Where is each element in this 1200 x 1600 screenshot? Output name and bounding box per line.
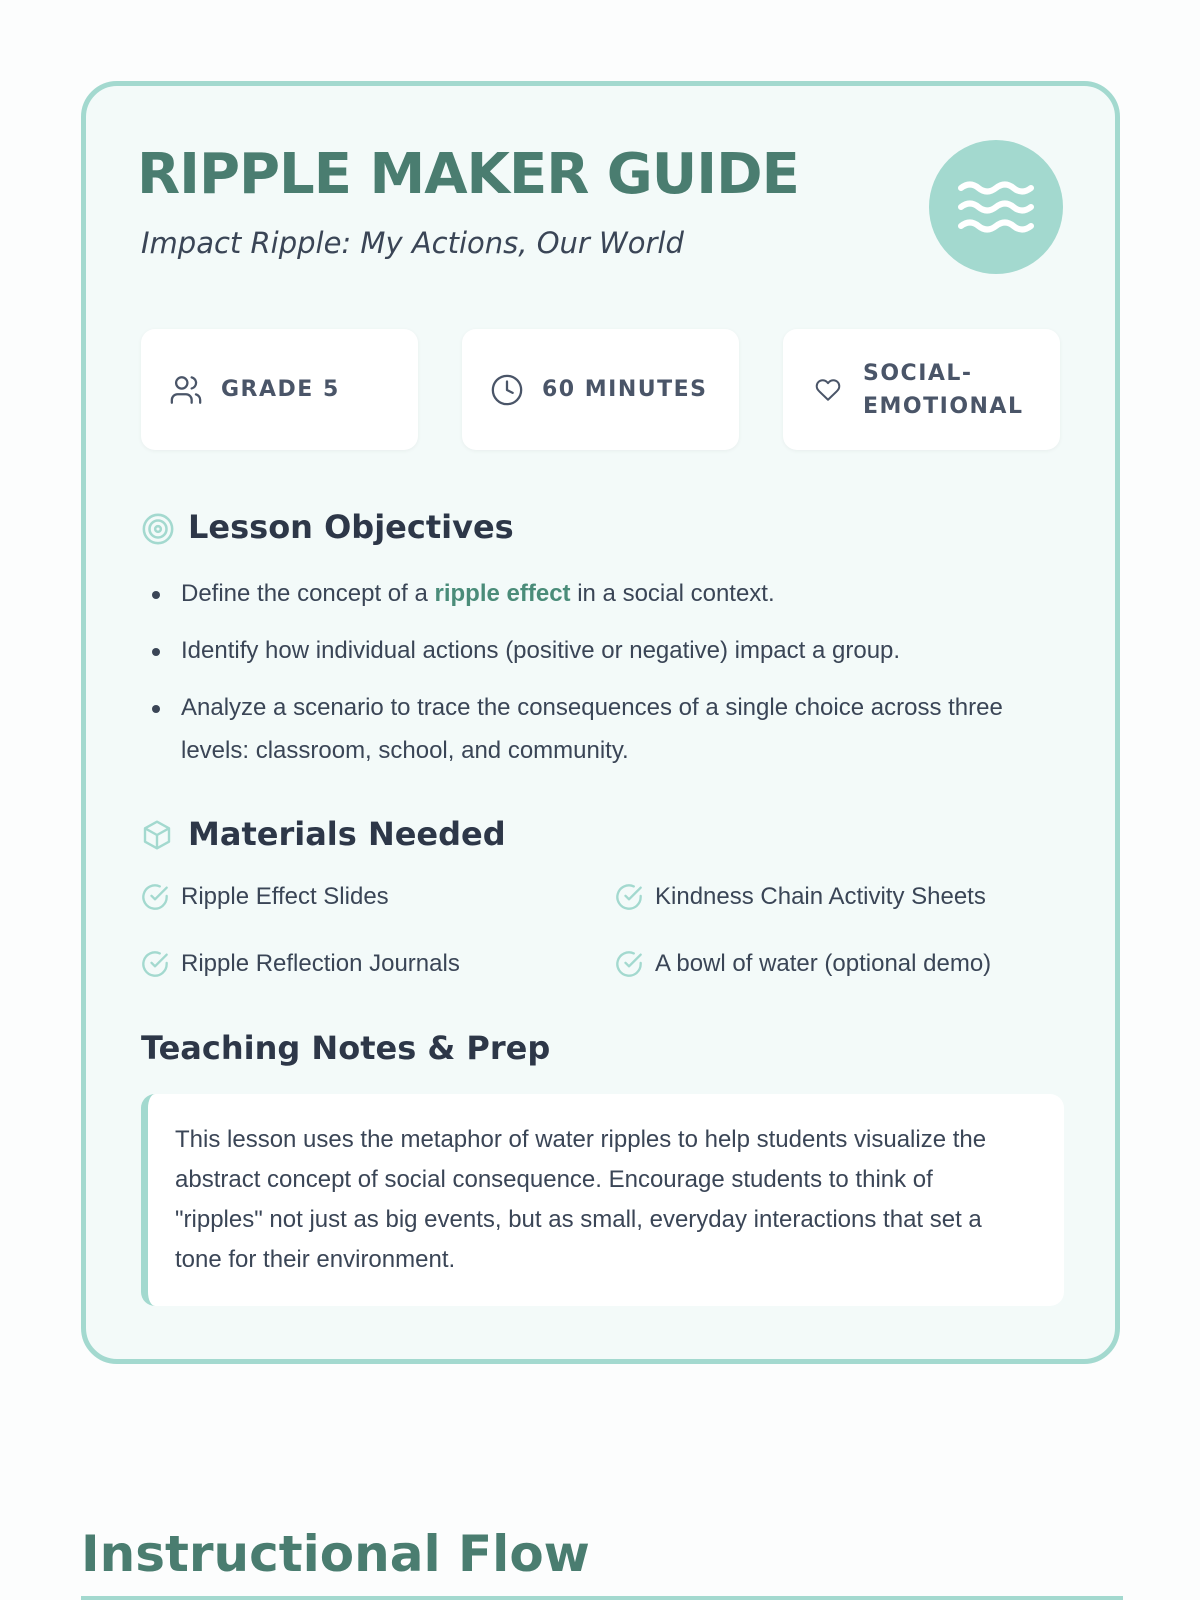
list-item: Define the concept of a ripple effect in a social context.: [150, 572, 1050, 615]
users-icon: [169, 373, 203, 407]
notes-heading: Teaching Notes & Prep: [141, 1029, 551, 1067]
grade-pill: [141, 329, 418, 450]
check-circle-icon: [615, 883, 643, 911]
heart-icon: [811, 373, 845, 407]
list-item: Analyze a scenario to trace the consequences of a single choice across three levels: classroom, school, and community.: [150, 686, 1050, 772]
check-circle-icon: [615, 950, 643, 978]
material-item: A bowl of water (optional demo): [615, 950, 991, 978]
ripple-effect-highlight: ripple effect: [434, 580, 571, 607]
page-subtitle: Impact Ripple: My Actions, Our World: [141, 226, 684, 260]
objectives-list: [150, 572, 1050, 786]
subject-label: SOCIAL- EMOTIONAL: [863, 360, 1024, 419]
clock-icon: [490, 373, 524, 407]
duration-pill: [462, 329, 739, 450]
page-title: RIPPLE MAKER GUIDE: [137, 142, 799, 207]
flow-divider: [81, 1596, 1123, 1600]
target-icon: [141, 512, 175, 546]
objectives-heading: Lesson Objectives: [188, 508, 514, 546]
duration-label: 60 MINUTES: [542, 377, 708, 402]
material-item: Ripple Effect Slides: [141, 883, 389, 911]
materials-heading: Materials Needed: [188, 815, 506, 853]
grade-label: GRADE 5: [221, 377, 340, 402]
teaching-note: This lesson uses the metaphor of water ripples to help students visualize the abstract concept of social consequence. Encourage students to think of "ripples" not just as big events, but as small, everyday interactions that set a tone for their environment.: [141, 1094, 1064, 1306]
list-item: Identify how individual actions (positive or negative) impact a group.: [150, 629, 1050, 672]
subject-pill: [783, 329, 1060, 450]
flow-heading: Instructional Flow: [81, 1525, 590, 1583]
material-item: Ripple Reflection Journals: [141, 950, 460, 978]
material-item: Kindness Chain Activity Sheets: [615, 883, 986, 911]
check-circle-icon: [141, 950, 169, 978]
box-icon: [141, 819, 175, 853]
check-circle-icon: [141, 883, 169, 911]
waves-icon: [929, 140, 1063, 274]
